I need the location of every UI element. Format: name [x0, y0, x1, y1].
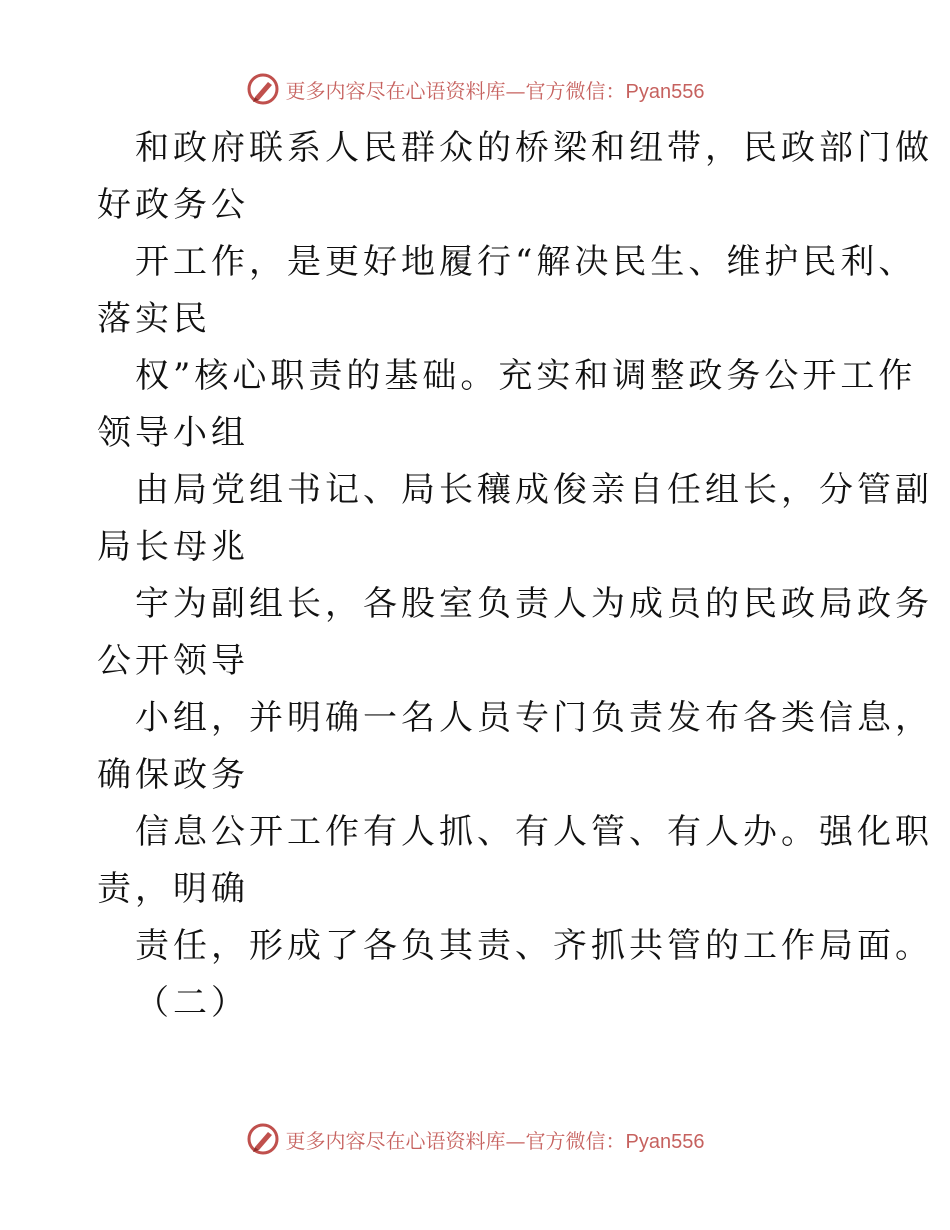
text-line: 好政务公 — [97, 185, 249, 225]
section-heading: （二） — [135, 983, 249, 1023]
text-line: 和政府联系人民群众的桥梁和纽带，民政部门做 — [135, 128, 933, 168]
pen-logo-icon — [246, 1122, 280, 1156]
text-line: 由局党组书记、局长穰成俊亲自任组长，分管副 — [135, 470, 933, 510]
text-line: 权”核心职责的基础。充实和调整政务公开工作 — [135, 356, 917, 396]
text-line: 落实民 — [97, 299, 211, 339]
watermark-text: 更多内容尽在心语资料库—官方微信：Pyan556 — [285, 1128, 705, 1153]
pen-logo-icon — [246, 72, 280, 106]
header-watermark — [0, 72, 950, 106]
document-body — [97, 120, 933, 1032]
text-line: 小组，并明确一名人员专门负责发布各类信息， — [135, 698, 933, 738]
watermark-text: 更多内容尽在心语资料库—官方微信：Pyan556 — [285, 78, 705, 103]
text-line: 信息公开工作有人抓、有人管、有人办。强化职 — [135, 812, 933, 852]
text-line: 公开领导 — [97, 641, 249, 681]
text-line: 局长母兆 — [97, 527, 249, 567]
text-line: 责，明确 — [97, 869, 249, 909]
text-line: 开工作，是更好地履行“解决民生、维护民利、 — [135, 242, 917, 282]
text-line: 责任，形成了各负其责、齐抓共管的工作局面。 — [135, 926, 933, 966]
text-line: 领导小组 — [97, 413, 249, 453]
footer-watermark — [0, 1122, 950, 1156]
text-line: 宇为副组长，各股室负责人为成员的民政局政务 — [135, 584, 933, 624]
text-line: 确保政务 — [97, 755, 249, 795]
